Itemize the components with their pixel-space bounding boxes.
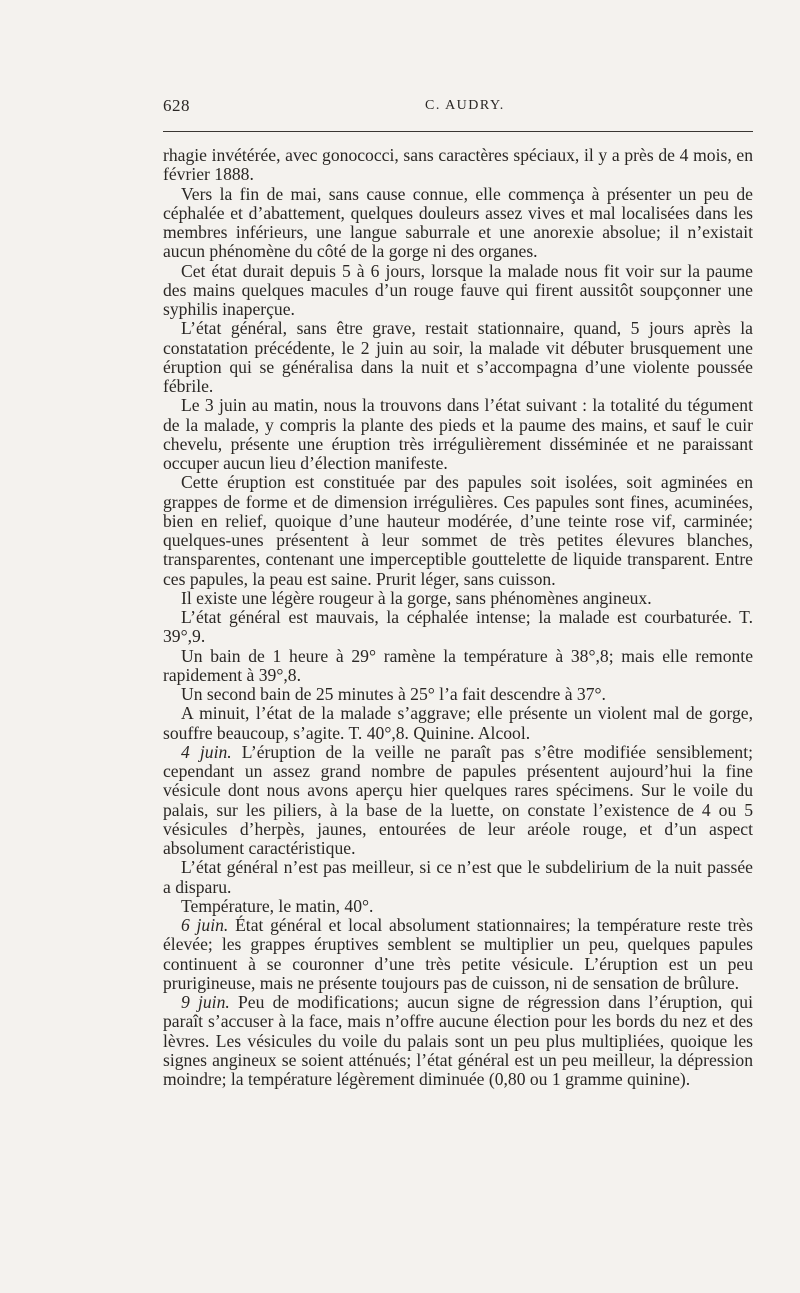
- paragraph: Un bain de 1 heure à 29° ramène la température à 38°,8; mais elle remonte rapidement à 39°,8.: [163, 645, 753, 685]
- entry-date: 4 juin.: [181, 741, 232, 762]
- paragraph: rhagie invétérée, avec gonococci, sans caractères spéciaux, il y a près de 4 mois, en février 1888.: [163, 145, 753, 185]
- header-rule: [163, 131, 753, 132]
- paragraph: Le 3 juin au matin, nous la trouvons dans l’état suivant : la totalité du tégument de la malade, y compris la plante des pieds et la paume des mains, et sauf le cuir chevelu, présente une éruption très irrégulièrement disséminée et ne paraissant occuper aucun lieu d’élection manifeste.: [163, 395, 753, 473]
- paragraph: Un second bain de 25 minutes à 25° l’a fait descendre à 37°.: [181, 684, 606, 704]
- paragraph: 9 juin. Peu de modifications; aucun signe de régression dans l’éruption, qui paraît s’accuser à la face, mais n’offre aucune élection pour les bords du nez et des lèvres. Les vésicules du voile du palais sont un peu plus multipliées, quoique les signes angineux se soient atténués; l’état général est un peu meilleur, la dépression moindre; la température légèrement diminuée (0,80 ou 1 gramme quinine).: [163, 992, 753, 1089]
- paragraph: L’état général est mauvais, la céphalée intense; la malade est courbaturée. T. 39°,9.: [163, 607, 753, 647]
- body-text: [163, 146, 753, 1089]
- paragraph: Cet état durait depuis 5 à 6 jours, lorsque la malade nous fit voir sur la paume des mains quelques macules d’un rouge fauve qui firent aussitôt soupçonner une syphilis inaperçue.: [163, 260, 753, 319]
- page-header: [163, 96, 753, 120]
- paragraph: Cette éruption est constituée par des papules soit isolées, soit agminées en grappes de forme et de dimension irrégulières. Ces papules sont fines, acuminées, bien en relief, quoique d’une hauteur modérée, d’une teinte rose vif, carminée; quelques-unes présentent à leur sommet de très petites élevures blanches, transparentes, contenant une imperceptible gouttelette de liquide transparent. Entre ces papules, la peau est saine. Prurit léger, sans cuisson.: [163, 472, 753, 589]
- page-number: 628: [163, 96, 190, 115]
- entry-date: 9 juin.: [181, 992, 230, 1012]
- entry-date: 6 juin.: [181, 915, 229, 935]
- paragraph: Il existe une légère rougeur à la gorge, sans phénomènes angineux.: [181, 587, 652, 608]
- paragraph: L’état général, sans être grave, restait stationnaire, quand, 5 jours après la constatation précédente, le 2 juin au soir, la malade vit débuter brusquement une éruption qui se généralisa dans la nuit et s’accompagna d’une violente poussée fébrile.: [163, 318, 753, 396]
- paragraph: 4 juin. L’éruption de la veille ne paraît pas s’être modifiée sensiblement; cependant un assez grand nombre de papules présentent aujourd’hui la fine vésicule dont nous avons aperçu hier quelques rares spécimens. Sur le voile du palais, sur les piliers, à la base de la luette, on constate l’existence de 4 ou 5 vésicules d’herpès, jaunes, entourées de leur aréole rouge, et d’un aspect absolument caractéristique.: [163, 741, 753, 858]
- paragraph: Vers la fin de mai, sans cause connue, elle commença à présenter un peu de céphalée et d’abattement, quelques douleurs assez vives et mal localisées dans les membres inférieurs, une langue saburrale et une anorexie absolue; il n’existait aucun phénomène du côté de la gorge ni des organes.: [163, 183, 753, 262]
- paragraph: 6 juin. État général et local absolument stationnaires; la température reste très élevée; les grappes éruptives semblent se multiplier un peu, quelques papules continuent à se couronner d’une très petite vésicule. L’éruption est un peu prurigineuse, mais ne présente toujours pas de cuisson, ni de sensation de brûlure.: [163, 915, 753, 993]
- running-head: C. AUDRY.: [425, 98, 505, 113]
- paragraph: A minuit, l’état de la malade s’aggrave; elle présente un violent mal de gorge, souffre beaucoup, s’agite. T. 40°,8. Quinine. Alcool.: [163, 703, 753, 743]
- paragraph: L’état général n’est pas meilleur, si ce n’est que le subdelirium de la nuit passée a disparu.: [163, 857, 753, 897]
- paragraph: Température, le matin, 40°.: [181, 895, 374, 916]
